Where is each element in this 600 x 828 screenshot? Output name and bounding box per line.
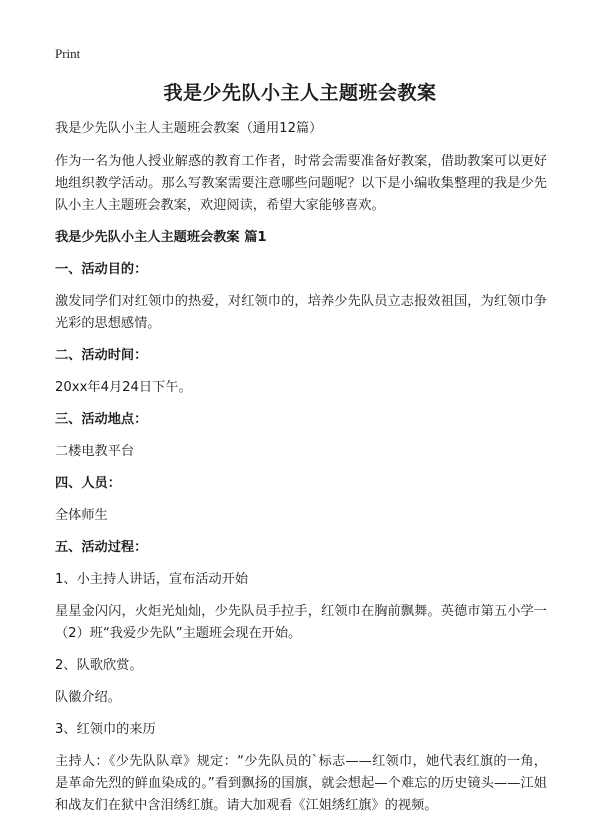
heading-time: 二、活动时间： (55, 348, 148, 363)
step-origin: 3、红领巾的来历 (55, 722, 156, 737)
document-body (55, 118, 547, 827)
heading-participants: 四、人员： (55, 476, 121, 491)
section-title: 我是少先队小主人主题班会教案 篇1 (55, 230, 267, 245)
paragraph-origin: 主持人：《少先队队章》规定：“少先队员的`标志——红领巾，她代表红旗的一角，是革命先烈的鲜血染成的。”看到飘扬的国旗，就会想起—个难忘的历史镜头——江姐和战友们在狱中含泪绣红旗。请大加观看《江姐绣红旗》的视频。 (55, 754, 547, 813)
heading-location: 三、活动地点： (55, 412, 148, 427)
paragraph-time: 20xx年4月24日下午。 (55, 380, 192, 395)
print-link[interactable]: Print (55, 46, 81, 61)
paragraph-participants: 全体师生 (55, 508, 108, 523)
paragraph-emblem: 队徽介绍。 (55, 690, 121, 705)
paragraph-purpose: 激发同学们对红领巾的热爱，对红领巾的，培养少先队员立志报效祖国，为红领巾争光彩的思想感情。 (55, 294, 547, 331)
document-title: 我是少先队小主人主题班会教案 (163, 82, 437, 104)
heading-process: 五、活动过程： (55, 540, 148, 555)
intro-paragraph: 作为一名为他人授业解惑的教育工作者，时常会需要准备好教案，借助教案可以更好地组织教学活动。那么写教案需要注意哪些问题呢？以下是小编收集整理的我是少先队小主人主题班会教案，欢迎阅读，希望大家能够喜欢。 (55, 154, 547, 213)
step-anthem: 2、队歌欣赏。 (55, 658, 143, 673)
heading-purpose: 一、活动目的： (55, 262, 148, 277)
paragraph-location: 二楼电教平台 (55, 444, 135, 459)
document-subtitle: 我是少先队小主人主题班会教案（通用12篇） (55, 121, 323, 136)
paragraph-opening: 星星金闪闪，火炬光灿灿，少先队员手拉手，红领巾在胸前飘舞。英德市第五小学一（2）班“我爱少先队”主题班会现在开始。 (55, 604, 547, 641)
step-opening: 1、小主持人讲话，宣布活动开始 (55, 572, 249, 587)
